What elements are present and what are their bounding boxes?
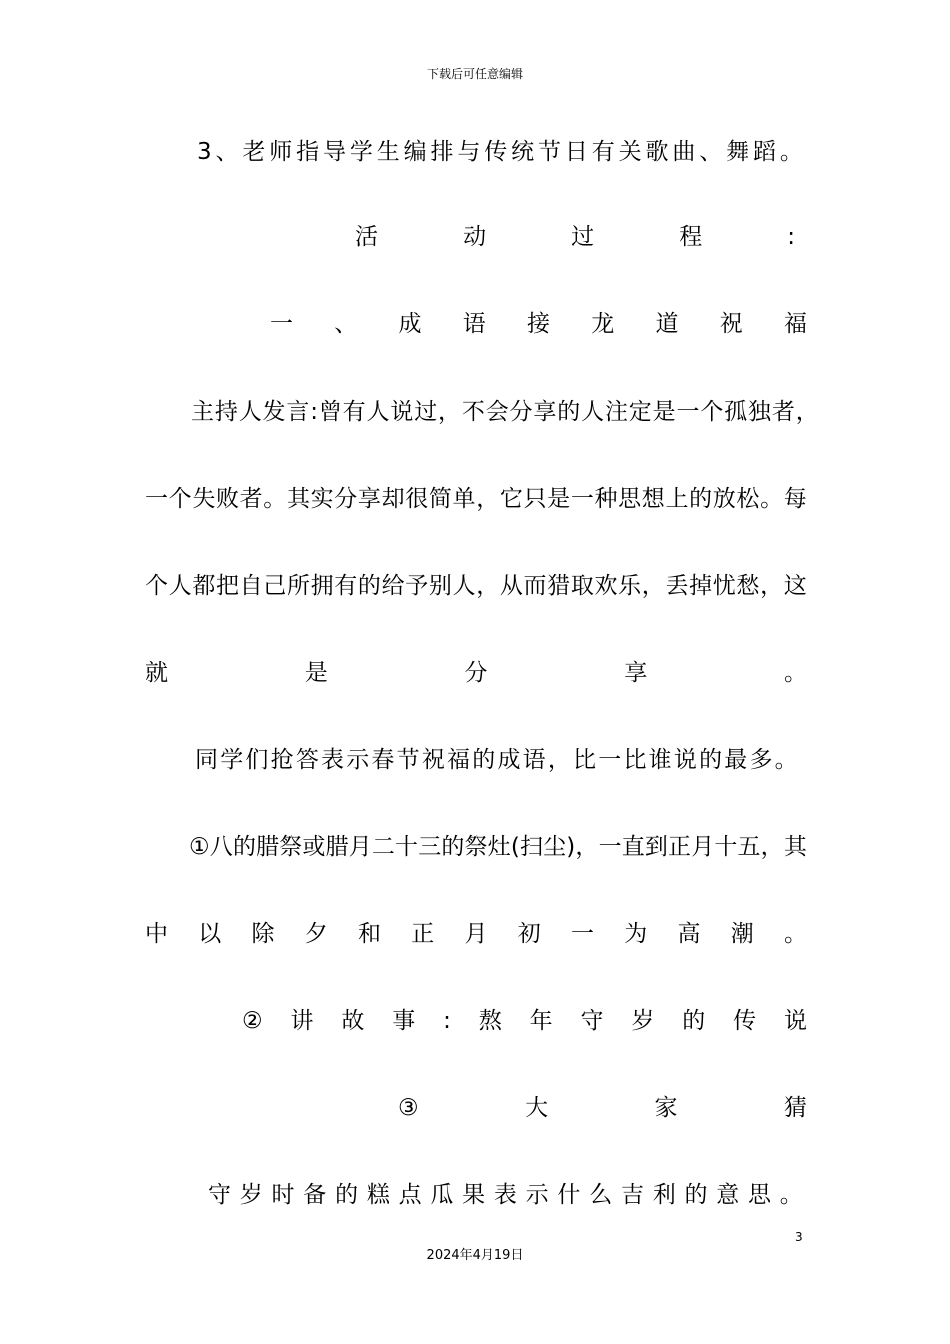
char: 故 xyxy=(341,1008,365,1034)
char: ① xyxy=(189,834,210,860)
char: 老 xyxy=(242,139,266,165)
char: 所 xyxy=(286,573,310,599)
char: 人 xyxy=(238,399,262,425)
char: 分 xyxy=(509,399,533,425)
char: 都 xyxy=(192,573,216,599)
char: 思 xyxy=(748,1182,772,1208)
char: ， xyxy=(641,573,665,599)
char: 大 xyxy=(525,1095,549,1121)
char: 享 xyxy=(357,486,381,512)
char: 只 xyxy=(523,486,547,512)
char: ③ xyxy=(398,1095,419,1121)
char: 取 xyxy=(570,573,594,599)
char: 人 xyxy=(452,573,476,599)
char: 果 xyxy=(462,1182,486,1208)
char: 曾 xyxy=(318,399,342,425)
section-title-process xyxy=(355,220,795,254)
char: 简 xyxy=(428,486,452,512)
char: 龙 xyxy=(591,311,615,337)
char: 独 xyxy=(748,399,771,425)
char: 八 xyxy=(209,834,233,860)
char: 一 xyxy=(598,747,622,773)
char: 乐 xyxy=(618,573,642,599)
char: 多 xyxy=(749,747,773,773)
char: 导 xyxy=(323,139,347,165)
char: 的 xyxy=(689,486,713,512)
char: 猜 xyxy=(783,1095,807,1121)
char: 实 xyxy=(310,486,334,512)
char: 败 xyxy=(215,486,239,512)
char: 与 xyxy=(457,139,481,165)
char: 利 xyxy=(652,1182,676,1208)
char: 月 xyxy=(348,834,372,860)
char: 单 xyxy=(452,486,476,512)
char: 丢 xyxy=(665,573,689,599)
char: 其 xyxy=(286,486,310,512)
char: 。 xyxy=(263,486,287,512)
char: 二 xyxy=(371,834,395,860)
char: 语 xyxy=(522,747,546,773)
char: 福 xyxy=(784,311,807,337)
char: 备 xyxy=(303,1182,327,1208)
char: 为 xyxy=(624,921,648,947)
char: 瓜 xyxy=(430,1182,454,1208)
char: 吉 xyxy=(620,1182,644,1208)
char: 说 xyxy=(673,747,697,773)
char: 掉 xyxy=(689,573,713,599)
char: 示 xyxy=(525,1182,549,1208)
char: 指 xyxy=(296,139,320,165)
char: 正 xyxy=(668,834,692,860)
char: 自 xyxy=(239,573,263,599)
char: 关 xyxy=(618,139,642,165)
char: 说 xyxy=(784,1008,807,1034)
char: 节 xyxy=(396,747,420,773)
char: : xyxy=(443,1008,451,1034)
char: 时 xyxy=(271,1182,295,1208)
char: 注 xyxy=(604,399,628,425)
char: 同 xyxy=(195,747,218,773)
char: 学 xyxy=(349,139,373,165)
char: 家 xyxy=(654,1095,678,1121)
char: 会 xyxy=(485,399,509,425)
char: 以 xyxy=(198,921,222,947)
char: 人 xyxy=(168,573,192,599)
char: 生 xyxy=(376,139,400,165)
char: 腊 xyxy=(325,834,349,860)
char: 传 xyxy=(733,1008,757,1034)
char: 个 xyxy=(145,573,168,599)
char: 五 xyxy=(737,834,761,860)
char: 最 xyxy=(724,747,748,773)
char: 己 xyxy=(263,573,287,599)
body-line-10 xyxy=(145,917,807,951)
char: 。 xyxy=(784,921,807,947)
char: 是 xyxy=(304,660,328,686)
char: 扫 xyxy=(519,834,543,860)
char: 抢 xyxy=(270,747,294,773)
char: 的 xyxy=(335,1182,359,1208)
char: 人 xyxy=(581,399,605,425)
body-line-6 xyxy=(145,569,807,603)
char: ， xyxy=(476,486,500,512)
char: 就 xyxy=(145,660,168,686)
char: 分 xyxy=(464,660,488,686)
body-line-7 xyxy=(145,656,807,690)
body-line-8 xyxy=(195,743,798,777)
char: 享 xyxy=(624,660,648,686)
char: 的 xyxy=(557,399,581,425)
char: 直 xyxy=(621,834,645,860)
char: 一 xyxy=(676,399,700,425)
char: 或 xyxy=(302,834,326,860)
body-line-1 xyxy=(197,135,803,169)
char: 灶 xyxy=(487,834,511,860)
char: 忧 xyxy=(712,573,736,599)
char: 它 xyxy=(499,486,523,512)
char: 每 xyxy=(783,486,807,512)
char: : xyxy=(310,399,318,425)
char: ， xyxy=(760,834,784,860)
char: 祭 xyxy=(464,834,488,860)
char: 享 xyxy=(533,399,557,425)
char: 有 xyxy=(342,399,366,425)
char: 师 xyxy=(269,139,293,165)
char: 种 xyxy=(594,486,618,512)
char: 成 xyxy=(398,311,422,337)
char: 守 xyxy=(208,1182,231,1208)
char: 不 xyxy=(461,399,485,425)
char: 除 xyxy=(251,921,275,947)
char: 个 xyxy=(168,486,192,512)
char: 放 xyxy=(712,486,736,512)
char: 愁 xyxy=(736,573,760,599)
char: 从 xyxy=(499,573,523,599)
char: 示 xyxy=(346,747,370,773)
char: 是 xyxy=(547,486,571,512)
char: 十 xyxy=(714,834,738,860)
body-line-5 xyxy=(145,482,807,516)
char: 祝 xyxy=(421,747,445,773)
char: 比 xyxy=(573,747,597,773)
char: 年 xyxy=(529,1008,553,1034)
char: 者 xyxy=(771,399,795,425)
char: 接 xyxy=(527,311,550,337)
body-line-11 xyxy=(242,1004,807,1038)
char: 猎 xyxy=(547,573,571,599)
char: 3 xyxy=(197,139,212,165)
char: 者 xyxy=(239,486,263,512)
char: 、 xyxy=(334,311,358,337)
char: 一 xyxy=(571,921,594,947)
char: 意 xyxy=(716,1182,740,1208)
char: 别 xyxy=(428,573,452,599)
char: 。 xyxy=(760,486,784,512)
char: 什 xyxy=(557,1182,581,1208)
char: 把 xyxy=(215,573,239,599)
char: 日 xyxy=(564,139,588,165)
char: 歌 xyxy=(645,139,669,165)
char: ， xyxy=(547,747,571,773)
char: 祭 xyxy=(279,834,303,860)
char: 思 xyxy=(618,486,642,512)
body-line-12 xyxy=(398,1091,807,1125)
char: 一 xyxy=(598,834,622,860)
page-footer-date: 2024年4月19日 xyxy=(426,1248,524,1263)
char: 的 xyxy=(357,573,381,599)
char: 正 xyxy=(411,921,435,947)
char: 排 xyxy=(430,139,454,165)
char: 节 xyxy=(538,139,562,165)
char: 、 xyxy=(215,139,239,165)
char: 动 xyxy=(463,224,487,250)
char: 糕 xyxy=(366,1182,390,1208)
char: 松 xyxy=(736,486,760,512)
char: ， xyxy=(760,573,784,599)
char: 而 xyxy=(523,573,547,599)
char: 失 xyxy=(192,486,216,512)
char: 中 xyxy=(145,921,168,947)
char: 很 xyxy=(405,486,429,512)
char: 发 xyxy=(262,399,286,425)
char: 统 xyxy=(511,139,535,165)
char: 想 xyxy=(641,486,665,512)
char: 讲 xyxy=(290,1008,314,1034)
char: 的 xyxy=(684,1182,708,1208)
char: 答 xyxy=(295,747,319,773)
char: 月 xyxy=(464,921,488,947)
char: 言 xyxy=(286,399,310,425)
char: 福 xyxy=(447,747,471,773)
body-line-9 xyxy=(189,830,807,864)
char: 成 xyxy=(497,747,521,773)
body-line-4 xyxy=(191,395,819,429)
char: 分 xyxy=(334,486,358,512)
char: 的 xyxy=(682,1008,706,1034)
page-number: 3 xyxy=(795,1230,803,1244)
char: 过 xyxy=(414,399,438,425)
char: ② xyxy=(242,1008,263,1034)
char: 有 xyxy=(591,139,615,165)
char: 拥 xyxy=(310,573,334,599)
char: 祝 xyxy=(719,311,743,337)
char: 表 xyxy=(493,1182,517,1208)
char: ， xyxy=(476,573,500,599)
char: 予 xyxy=(405,573,429,599)
char: 说 xyxy=(390,399,414,425)
body-line-13 xyxy=(208,1178,803,1212)
char: 的 xyxy=(699,747,723,773)
char: 的 xyxy=(441,834,465,860)
char: 道 xyxy=(655,311,679,337)
section-heading-1 xyxy=(270,307,807,341)
char: 学 xyxy=(220,747,244,773)
char: 的 xyxy=(472,747,496,773)
char: 舞 xyxy=(726,139,750,165)
char: 持 xyxy=(214,399,238,425)
page-header: 下载后可任意编辑 xyxy=(426,67,523,81)
char: 蹈 xyxy=(753,139,777,165)
char: 是 xyxy=(652,399,676,425)
char: 夕 xyxy=(304,921,328,947)
char: 欢 xyxy=(594,573,618,599)
char: 熬 xyxy=(478,1008,502,1034)
char: 。 xyxy=(784,660,807,686)
char: ( xyxy=(510,834,520,860)
char: 。 xyxy=(779,139,803,165)
char: 孤 xyxy=(724,399,748,425)
char: 。 xyxy=(779,1182,803,1208)
char: 初 xyxy=(517,921,541,947)
char: 比 xyxy=(623,747,647,773)
char: : xyxy=(787,224,795,250)
char: ， xyxy=(438,399,462,425)
char: 月 xyxy=(691,834,715,860)
char: 有 xyxy=(334,573,358,599)
char: 表 xyxy=(321,747,345,773)
char: 一 xyxy=(570,486,594,512)
char: 谁 xyxy=(648,747,672,773)
char: ) xyxy=(566,834,576,860)
char: ， xyxy=(575,834,599,860)
char: 么 xyxy=(589,1182,613,1208)
char: 上 xyxy=(665,486,689,512)
char: 语 xyxy=(462,311,486,337)
char: 传 xyxy=(484,139,508,165)
char: 一 xyxy=(145,486,168,512)
char: 春 xyxy=(371,747,395,773)
char: 尘 xyxy=(543,834,567,860)
char: 的 xyxy=(232,834,256,860)
char: 和 xyxy=(358,921,381,947)
char: ， xyxy=(795,399,819,425)
char: 给 xyxy=(381,573,405,599)
char: 过 xyxy=(571,224,595,250)
char: 们 xyxy=(245,747,269,773)
char: 个 xyxy=(700,399,724,425)
char: 十 xyxy=(395,834,419,860)
char: 其 xyxy=(783,834,807,860)
char: 事 xyxy=(392,1008,416,1034)
char: 岁 xyxy=(631,1008,655,1034)
char: 、 xyxy=(699,139,723,165)
char: 一 xyxy=(270,311,293,337)
char: 点 xyxy=(398,1182,422,1208)
char: 。 xyxy=(774,747,798,773)
char: 三 xyxy=(418,834,442,860)
char: 高 xyxy=(677,921,701,947)
char: 这 xyxy=(783,573,807,599)
char: 守 xyxy=(580,1008,604,1034)
char: 定 xyxy=(628,399,652,425)
char: 却 xyxy=(381,486,405,512)
char: 程 xyxy=(679,224,703,250)
char: 人 xyxy=(366,399,390,425)
char: 曲 xyxy=(672,139,696,165)
char: 潮 xyxy=(730,921,754,947)
char: 到 xyxy=(644,834,668,860)
char: 编 xyxy=(403,139,427,165)
char: 腊 xyxy=(256,834,280,860)
char: 活 xyxy=(355,224,378,250)
char: 岁 xyxy=(239,1182,263,1208)
char: 主 xyxy=(191,399,214,425)
